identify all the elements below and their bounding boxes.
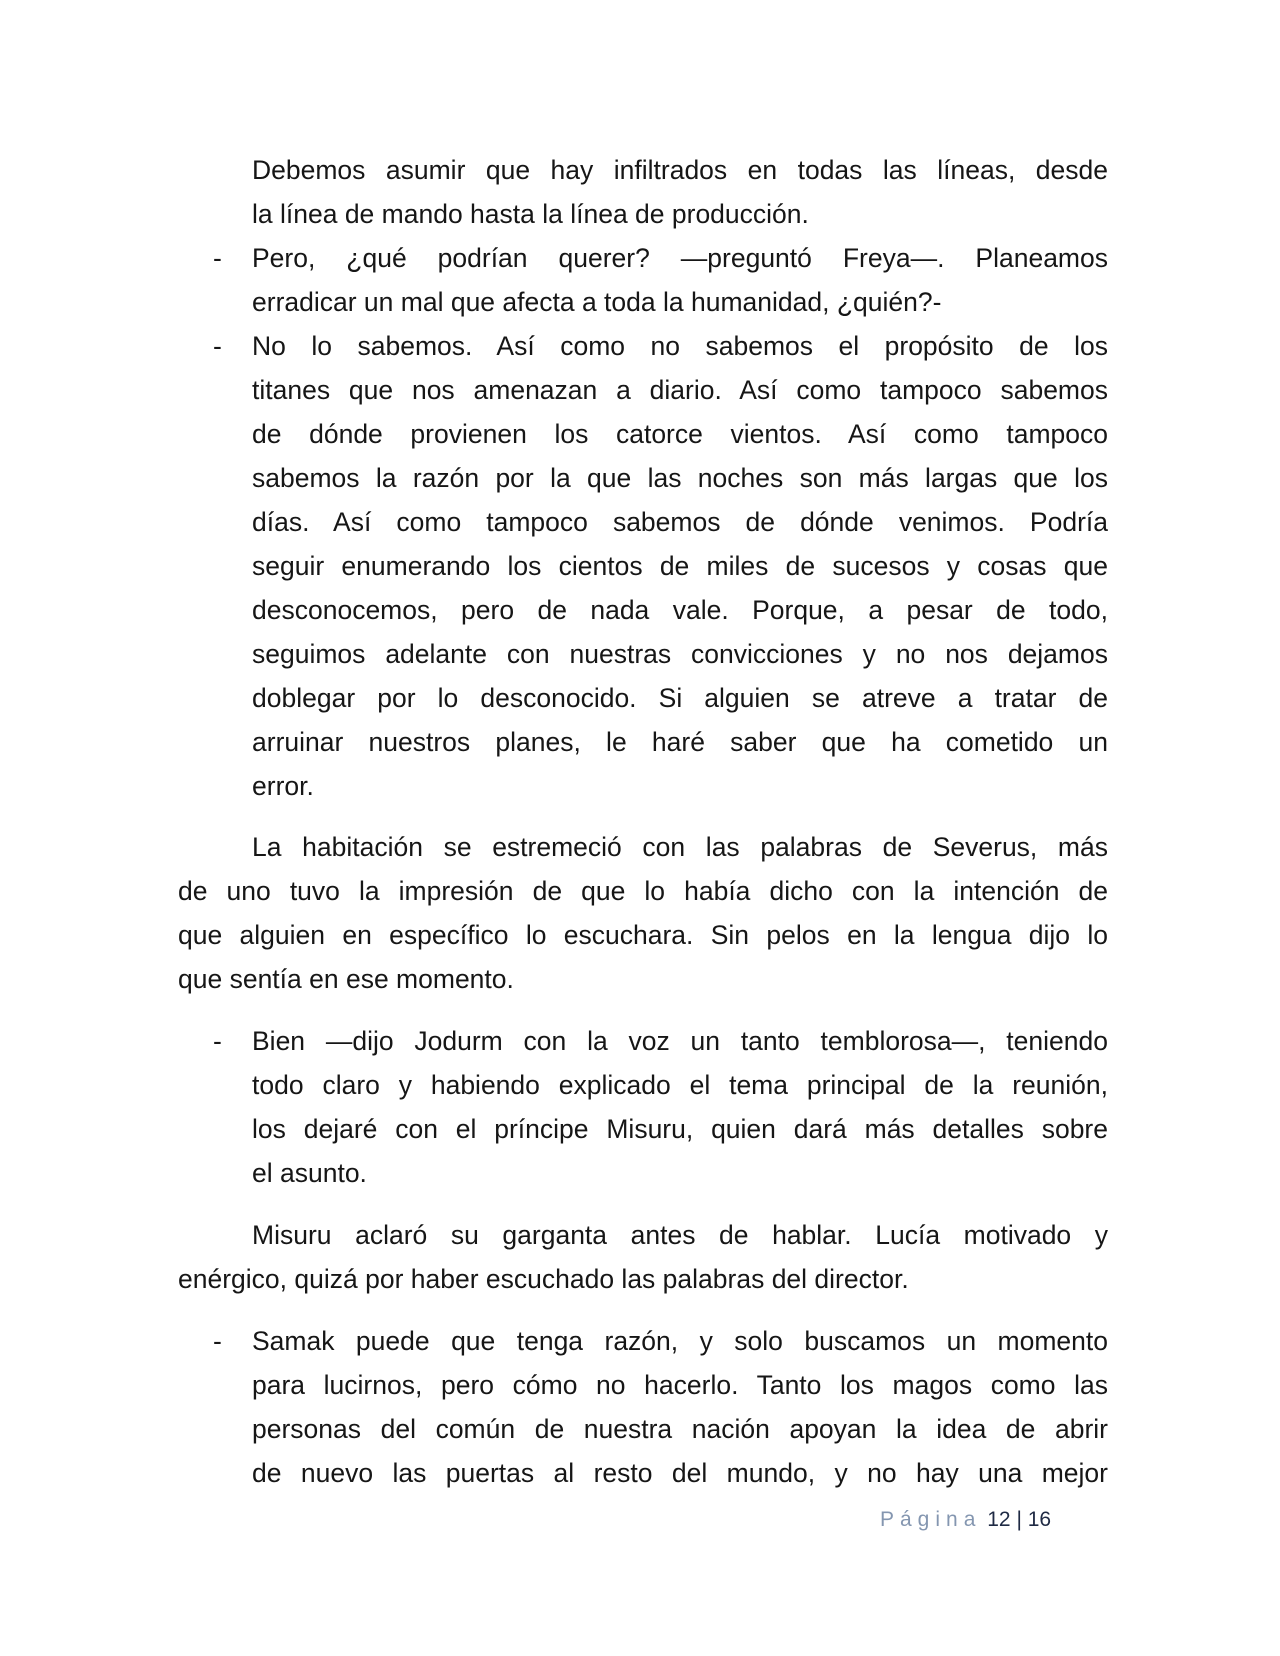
paragraph-line: Misuru aclaró su garganta antes de hablar. Lucía motivado y [252, 1220, 1108, 1250]
dialogue-line: Bien —dijo Jodurm con la voz un tanto temblorosa—, teniendo [252, 1026, 1108, 1056]
paragraph-line: enérgico, quizá por haber escuchado las palabras del director. [178, 1264, 909, 1294]
dialogue-line: erradicar un mal que afecta a toda la humanidad, ¿quién?- [252, 287, 942, 317]
dialogue-line: Debemos asumir que hay infiltrados en todas las líneas, desde [252, 155, 1108, 185]
dialogue-line: titanes que nos amenazan a diario. Así como tampoco sabemos [252, 375, 1108, 405]
dialogue-line: sabemos la razón por la que las noches son más largas que los [252, 463, 1108, 493]
dialogue-line: días. Así como tampoco sabemos de dónde venimos. Podría [252, 507, 1108, 537]
paragraph-line: La habitación se estremeció con las palabras de Severus, más [252, 832, 1108, 862]
page-footer [880, 1505, 1051, 1535]
dialogue-line: Pero, ¿qué podrían querer? —preguntó Freya—. Planeamos [252, 243, 1108, 273]
dialogue-line: doblegar por lo desconocido. Si alguien se atreve a tratar de [252, 683, 1108, 713]
dialogue-dash: - [213, 1026, 222, 1056]
page-label: Página [880, 1508, 982, 1531]
paragraph-line: que alguien en específico lo escuchara. Sin pelos en la lengua dijo lo [178, 920, 1108, 950]
dialogue-dash: - [213, 331, 222, 361]
dialogue-line: error. [252, 771, 314, 801]
dialogue-line: los dejaré con el príncipe Misuru, quien dará más detalles sobre [252, 1114, 1108, 1144]
paragraph-line: de uno tuvo la impresión de que lo había dicho con la intención de [178, 876, 1108, 906]
page-total: 16 [1027, 1508, 1052, 1531]
page-separator: | [1016, 1508, 1022, 1531]
dialogue-line: de dónde provienen los catorce vientos. Así como tampoco [252, 419, 1108, 449]
dialogue-line: seguir enumerando los cientos de miles de sucesos y cosas que [252, 551, 1108, 581]
dialogue-line: personas del común de nuestra nación apoyan la idea de abrir [252, 1414, 1108, 1444]
dialogue-dash: - [213, 1326, 222, 1356]
dialogue-line: desconocemos, pero de nada vale. Porque, a pesar de todo, [252, 595, 1108, 625]
dialogue-line: de nuevo las puertas al resto del mundo, y no hay una mejor [252, 1458, 1108, 1488]
dialogue-line: para lucirnos, pero cómo no hacerlo. Tanto los magos como las [252, 1370, 1108, 1400]
dialogue-line: el asunto. [252, 1158, 367, 1188]
dialogue-line: seguimos adelante con nuestras convicciones y no nos dejamos [252, 639, 1108, 669]
dialogue-line: No lo sabemos. Así como no sabemos el propósito de los [252, 331, 1108, 361]
paragraph-line: que sentía en ese momento. [178, 964, 514, 994]
dialogue-line: todo claro y habiendo explicado el tema principal de la reunión, [252, 1070, 1108, 1100]
dialogue-line: Samak puede que tenga razón, y solo buscamos un momento [252, 1326, 1108, 1356]
dialogue-dash: - [213, 243, 222, 273]
dialogue-line: arruinar nuestros planes, le haré saber que ha cometido un [252, 727, 1108, 757]
dialogue-line: la línea de mando hasta la línea de producción. [252, 199, 809, 229]
page-number: 12 [987, 1508, 1011, 1531]
